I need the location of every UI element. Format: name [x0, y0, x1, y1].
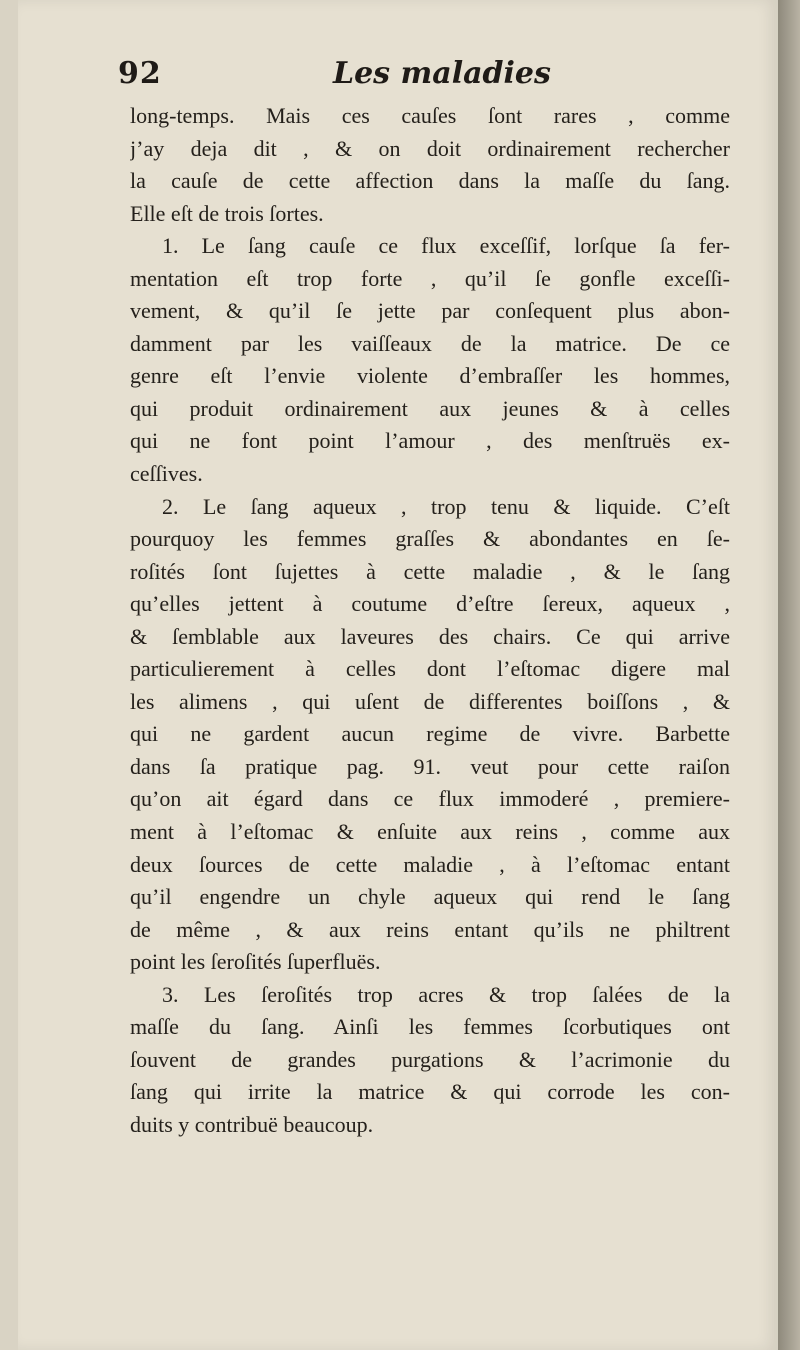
text-line: qu’elles jettent à coutume d’eſtre ſereux, aqueux ,: [130, 591, 730, 617]
text-line: dans ſa pratique pag. 91. veut pour cette raiſon: [130, 753, 730, 779]
text-line: Elle eſt de trois ſortes.: [130, 200, 324, 226]
text-line: duits y contribuë beaucoup.: [130, 1111, 374, 1137]
book-spine-shadow: [776, 0, 800, 1350]
text-line: j’ay deja dit , & on doit ordinairement rechercher: [130, 135, 730, 161]
text-line: roſités ſont ſujettes à cette maladie , & le ſang: [130, 558, 730, 584]
text-line: & ſemblable aux laveures des chairs. Ce qui arrive: [130, 623, 730, 649]
text-line: genre eſt l’envie violente d’embraſſer les hommes,: [130, 363, 730, 389]
text-line: la cauſe de cette affection dans la maſſe du ſang.: [130, 168, 730, 194]
text-line: qu’on ait égard dans ce flux immoderé , premiere-: [130, 786, 730, 812]
page-number: 92: [118, 56, 162, 91]
text-line: deux ſources de cette maladie , à l’eſtomac entant: [130, 851, 730, 877]
text-line: point les ſeroſités ſuperfluës.: [130, 949, 381, 975]
text-line: de même , & aux reins entant qu’ils ne philtrent: [130, 916, 730, 942]
text-line: long-temps. Mais ces cauſes ſont rares , comme: [130, 103, 730, 128]
text-line: 1. Le ſang cauſe ce flux exceſſif, lorſque ſa fer-: [162, 233, 730, 259]
text-line: qui ne font point l’amour , des menſtruës ex-: [130, 428, 730, 454]
text-line: les alimens , qui uſent de differentes boiſſons , &: [130, 688, 730, 714]
text-line: ceſſives.: [130, 461, 203, 487]
text-line: mentation eſt trop forte , qu’il ſe gonfle exceſſi-: [130, 265, 730, 291]
text-line: qui produit ordinairement aux jeunes & à celles: [130, 395, 730, 421]
page-header: [118, 56, 738, 96]
text-line: vement, & qu’il ſe jette par conſequent plus abon-: [130, 298, 730, 324]
running-head: Les maladies: [333, 56, 551, 91]
text-line: maſſe du ſang. Ainſi les femmes ſcorbutiques ont: [130, 1014, 730, 1040]
text-line: ſang qui irrite la matrice & qui corrode les con-: [130, 1079, 730, 1105]
text-line: 3. Les ſeroſités trop acres & trop ſalées de la: [162, 981, 730, 1007]
text-line: pourquoy les femmes graſſes & abondantes en ſe-: [130, 526, 730, 552]
text-line: qui ne gardent aucun regime de vivre. Barbette: [130, 721, 730, 747]
text-line: damment par les vaiſſeaux de la matrice. De ce: [130, 330, 730, 356]
text-line: qu’il engendre un chyle aqueux qui rend le ſang: [130, 884, 730, 910]
text-line: ſouvent de grandes purgations & l’acrimonie du: [130, 1046, 730, 1072]
text-line: ment à l’eſtomac & enſuite aux reins , comme aux: [130, 819, 730, 845]
body-text: [130, 100, 730, 1142]
text-line: 2. Le ſang aqueux , trop tenu & liquide. C’eſt: [162, 493, 730, 519]
text-line: particulierement à celles dont l’eſtomac digere mal: [130, 656, 730, 682]
